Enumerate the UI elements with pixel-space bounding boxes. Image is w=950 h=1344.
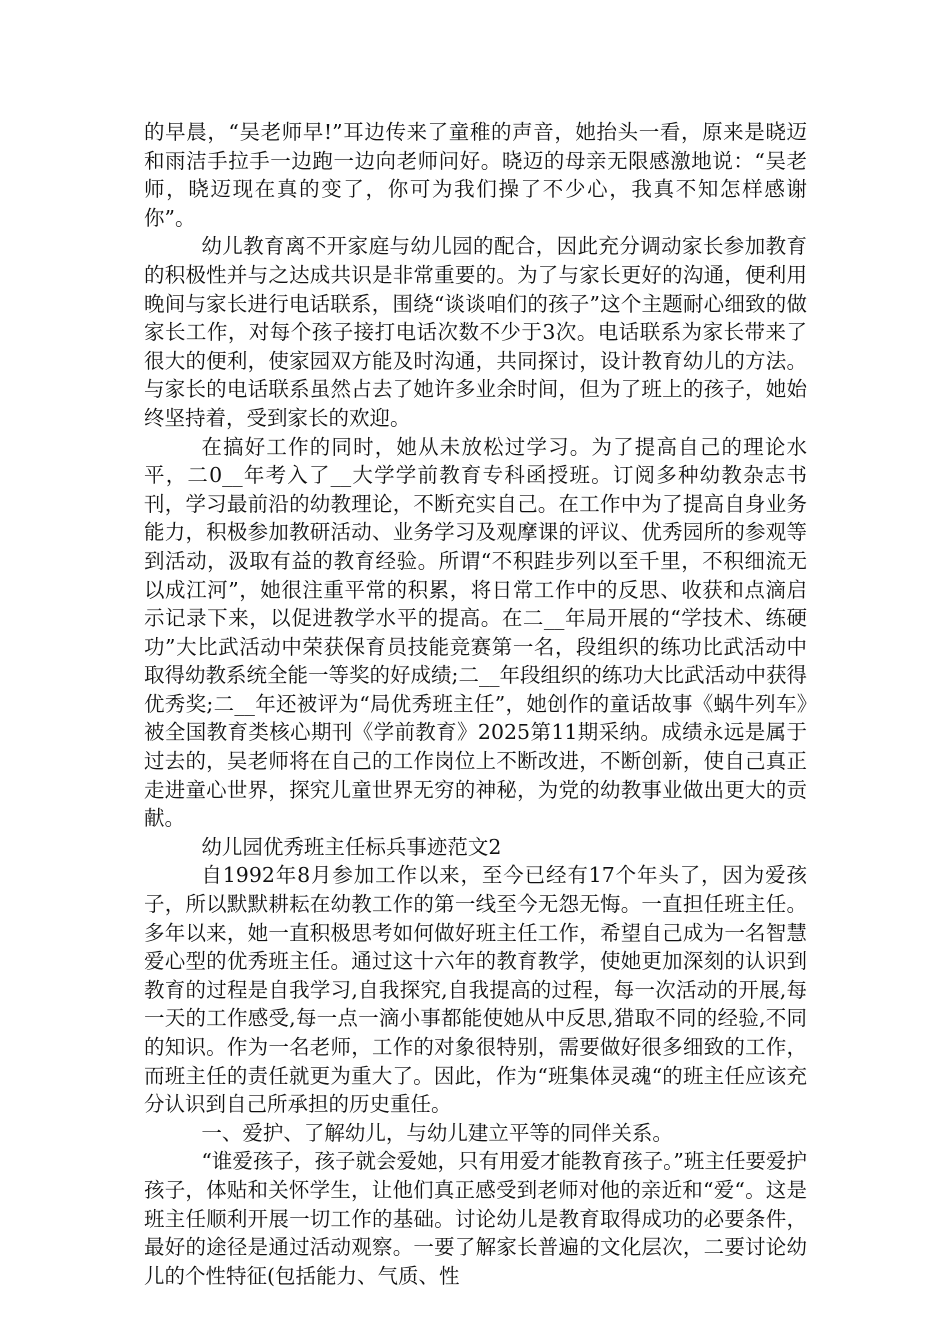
paragraph-4: 自1992年8月参加工作以来，至今已经有17个年头了，因为爱孩子，所以默默耕耘在幼教工作的第一线至今无怨无悔。一直担任班主任。多年以来，她一直积极思考如何做好班主任工作，希望自己成为一名智慧爱心型的优秀班主任。通过这十六年的教育教学，使她更加深刻的认识到教育的过程是自我学习,自我探究,自我提高的过程，每一次活动的开展,每一天的工作感受,每一点一滴小事都能使她从中反思,猎取不同的经验,不同的知识。作为一名老师，工作的对象很特别，需要做好很多细致的工作，而班主任的责任就更为重大了。因此，作为“班集体灵魂“的班主任应该充分认识到自己所承担的历史重任。 <box>144 863 807 1117</box>
section-heading: 幼儿园优秀班主任标兵事迹范文2 <box>201 834 502 859</box>
paragraph-3: 在搞好工作的同时，她从未放松过学习。为了提高自己的理论水平，二0__年考入了__大学学前教育专科函授班。订阅多种幼教杂志书刊，学习最前沿的幼教理论，不断充实自己。在工作中为了提高自身业务能力，积极参加教研活动、业务学习及观摩课的评议、优秀园所的参观等到活动，汲取有益的教育经验。所谓“不积跬步列以至千里，不积细流无以成江河”，她很注重平常的积累，将日常工作中的反思、收获和点滴启示记录下来，以促进教学水平的提高。在二__年局开展的“学技术、练硬功”大比武活动中荣获保育员技能竞赛第一名，段组织的练功比武活动中取得幼教系统全能一等奖的好成绩;二__年段组织的练功大比武活动中获得优秀奖;二__年还被评为“局优秀班主任”，她创作的童话故事《蜗牛列车》被全国教育类核心期刊《学前教育》2025第11期采纳。成绩永远是属于过去的，吴老师将在自己的工作岗位上不断改进，不断创新，使自己真正走进童心世界，探究儿童世界无穷的神秘，为党的幼教事业做出更大的贡献。 <box>144 434 807 831</box>
paragraph-5: “谁爱孩子，孩子就会爱她，只有用爱才能教育孩子。”班主任要爱护孩子，体贴和关怀学生，让他们真正感受到老师对他的亲近和“爱“。这是班主任顺利开展一切工作的基础。讨论幼儿是教育取得成功的必要条件，最好的途径是通过活动观察。一要了解家长普遍的文化层次，二要讨论幼儿的个性特征(包括能力、气质、性 <box>144 1149 807 1288</box>
subheading-1: 一、爱护、了解幼儿，与幼儿建立平等的同伴关系。 <box>201 1120 673 1145</box>
document-page <box>144 118 807 1290</box>
paragraph-1: 的早晨，“吴老师早!”耳边传来了童稚的声音，她抬头一看，原来是晓迈和雨洁手拉手一边跑一边向老师问好。晓迈的母亲无限感激地说：“吴老师，晓迈现在真的变了，你可为我们操了不少心，我真不知怎样感谢你”。 <box>144 120 807 230</box>
paragraph-2: 幼儿教育离不开家庭与幼儿园的配合，因此充分调动家长参加教育的积极性并与之达成共识是非常重要的。为了与家长更好的沟通，便利用晚间与家长进行电话联系，围绕“谈谈咱们的孩子”这个主题耐心细致的做家长工作，对每个孩子接打电话次数不少于3次。电话联系为家长带来了很大的便利，使家园双方能及时沟通，共同探讨，设计教育幼儿的方法。与家长的电话联系虽然占去了她许多业余时间，但为了班上的孩子，她始终坚持着，受到家长的欢迎。 <box>144 234 807 430</box>
